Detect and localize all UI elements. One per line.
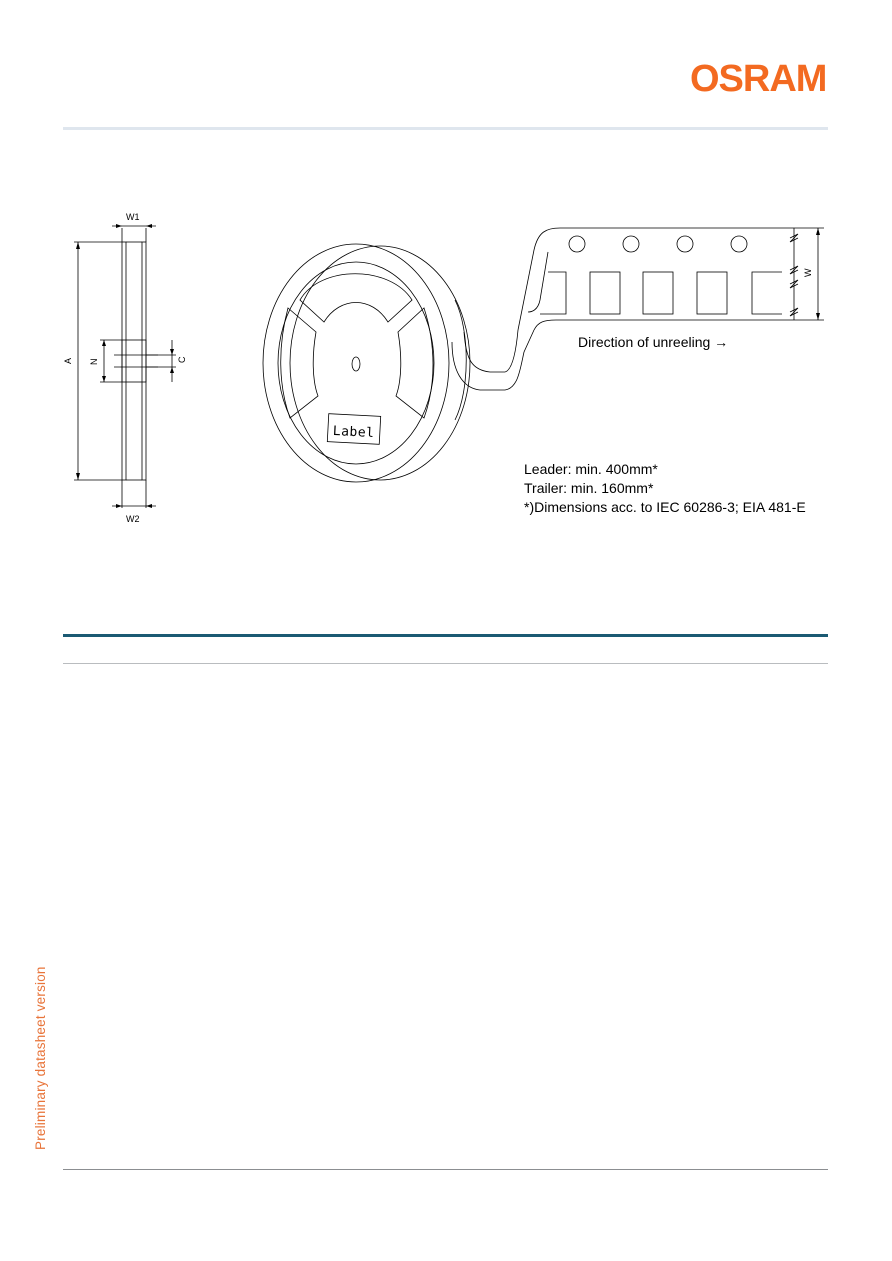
section-rule — [63, 634, 828, 637]
tape-pocket — [590, 272, 620, 314]
tape-pocket — [643, 272, 673, 314]
reel-window-top — [300, 274, 412, 322]
standards-note: *)Dimensions acc. to IEC 60286-3; EIA 481-E — [524, 499, 806, 515]
sprocket-hole — [677, 236, 693, 252]
reel-front-flange — [263, 244, 449, 482]
reel-center-hole — [352, 357, 360, 371]
tape-pocket — [752, 272, 782, 314]
footer-rule — [63, 1169, 828, 1170]
dim-c-label: C — [177, 356, 187, 363]
dim-w-label: W — [803, 268, 813, 277]
unreel-direction: Direction of unreeling → — [578, 334, 729, 350]
reel-flange-right — [142, 242, 146, 480]
sprocket-hole — [731, 236, 747, 252]
reel-label-text: Label — [332, 423, 375, 442]
reel-flange-left — [122, 242, 126, 480]
tape-upper-edge — [518, 228, 794, 330]
sprocket-hole — [623, 236, 639, 252]
tape-pocket — [697, 272, 727, 314]
reel-window-left — [281, 308, 318, 418]
tape-lower-edge — [534, 320, 794, 330]
reel-drawing — [0, 0, 892, 600]
sprocket-hole — [569, 236, 585, 252]
leader-note: Leader: min. 400mm* — [524, 461, 658, 477]
reel-back-flange — [290, 246, 470, 480]
trailer-note: Trailer: min. 160mm* — [524, 480, 654, 496]
dim-w2-label: W2 — [126, 514, 140, 524]
preliminary-version-note: Preliminary datasheet version — [33, 966, 48, 1150]
dim-a-label: A — [63, 357, 73, 364]
dim-n-label: N — [89, 358, 99, 365]
logo-text: OSRAM — [690, 58, 827, 98]
section-underline — [63, 663, 828, 664]
dim-w1-label: W1 — [126, 212, 140, 222]
reel-window-right — [396, 308, 433, 418]
